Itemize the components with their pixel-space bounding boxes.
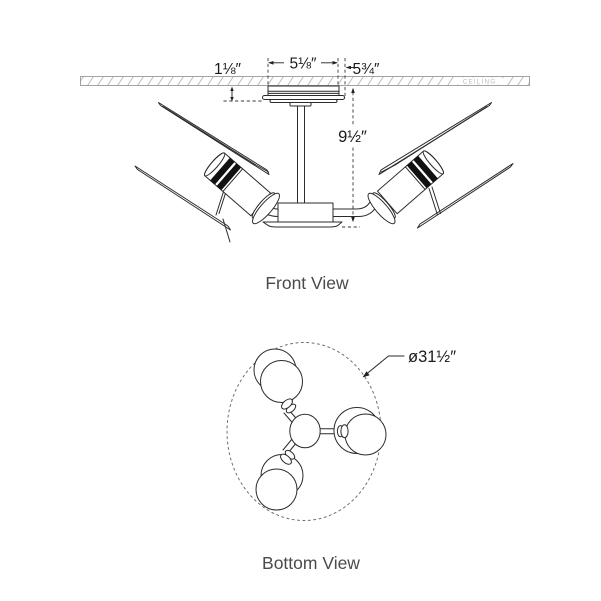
arrow-right-icon: [333, 61, 339, 65]
front-view-title: Front View: [265, 273, 349, 293]
canopy-flange: [263, 96, 345, 100]
front-view: [77, 55, 544, 293]
lamp-assembly-right: [364, 103, 513, 229]
arrow-left-icon: [346, 66, 352, 70]
dim-label-diameter: ø31½″: [408, 348, 457, 366]
canopy-box: [268, 86, 339, 96]
head-front-circle: [345, 414, 386, 455]
stem-collar: [290, 103, 311, 107]
diameter-dimension: [363, 348, 456, 377]
head-front-circle: [261, 361, 303, 403]
dim-label-canopy-width: 5⅛″: [289, 55, 317, 73]
ceiling: [77, 76, 544, 87]
hatch-stroke: [537, 76, 544, 87]
hub-bottom: [290, 414, 320, 448]
ceiling-label: CEILING: [462, 78, 497, 86]
head-front-circle: [256, 469, 297, 510]
lamp-assembly-left: [135, 103, 283, 243]
hub-bottom-plate: [263, 222, 342, 227]
arrow-down-icon: [351, 217, 355, 222]
arrow-up-icon: [230, 87, 233, 92]
fixture-front: [135, 86, 513, 242]
arrow-left-icon: [268, 61, 274, 65]
dim-label-canopy-drop: 1⅛″: [213, 61, 242, 78]
arrow-up-icon: [351, 88, 355, 93]
collar-right: [341, 425, 348, 438]
lamp-head-top-left: [254, 349, 303, 403]
canopy: [263, 86, 345, 106]
diameter-leader-line: [364, 356, 405, 377]
hub-body: [278, 203, 333, 222]
lamp-head-bottom-left: [256, 455, 303, 511]
bottom-view-title: Bottom View: [262, 553, 360, 573]
bottom-view: [227, 343, 456, 574]
dim-label-overall-drop: 9½″: [338, 128, 367, 146]
stem: [298, 106, 305, 203]
right-strut: [429, 187, 441, 215]
dim-label-backplate-width: 5¾″: [352, 61, 380, 78]
